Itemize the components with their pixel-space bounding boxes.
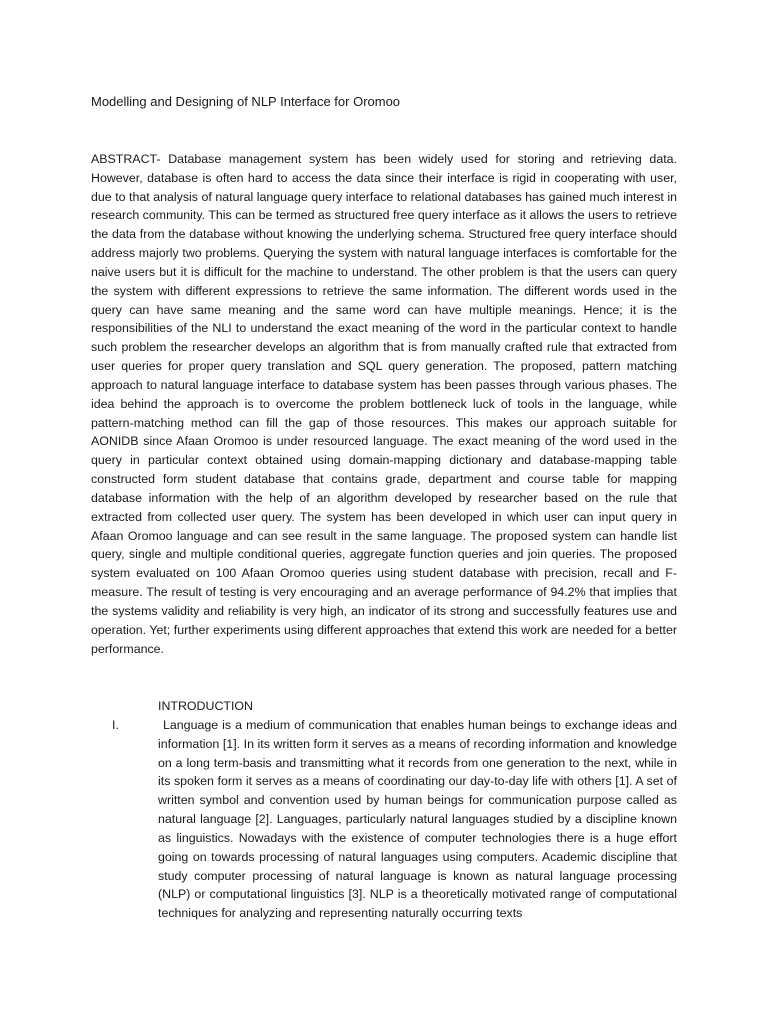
document-title: Modelling and Designing of NLP Interface for Oromoo <box>91 94 401 109</box>
introduction-heading: INTRODUCTION <box>158 699 253 713</box>
abstract-paragraph: ABSTRACT- Database management system has been widely used for storing and retrieving data. However, database is often hard to access the data since their interface is rigid in cooperating with user, due to that analysis of natural language query interface to relational databases has gained much interest in research community. This can be termed as structured free query interface as it allows the users to retrieve the data from the database without knowing the underlying schema. Structured free query interface should address majorly two problems. Querying the system with natural language interfaces is comfortable for the naive users but it is difficult for the machine to understand. The other problem is that the users can query the system with different expressions to retrieve the same information. The different words used in the query can have same meaning and the same word can have multiple meanings. Hence; it is the responsibilities of the NLI to understand the exact meaning of the word in the particular context to handle such problem the researcher develops an algorithm that is from manually crafted rule that extracted from user queries for proper query translation and SQL query generation. The proposed, pattern matching approach to natural language interface to database system has been passes through various phases. The idea behind the approach is to overcome the problem bottleneck luck of tools in the language, while pattern-matching method can fill the gap of those resources. This makes our approach suitable for AONIDB since Afaan Oromoo is under resourced language. The exact meaning of the word used in the query in particular context obtained using domain-mapping dictionary and database-mapping table constructed form student database that contains grade, department and course table for mapping database information with the help of an algorithm developed by researcher based on the rule that extracted from collected user query. The system has been developed in which user can input query in Afaan Oromoo language and can see result in the same language. The proposed system can handle list query, single and multiple conditional queries, aggregate function queries and join queries. The proposed system evaluated on 100 Afaan Oromoo queries using student database with precision, recall and F-measure. The result of testing is very encouraging and an average performance of 94.2% that implies that the systems validity and reliability is very high, an indicator of its strong and successfully features use and operation. Yet; further experiments using different approaches that extend this work are needed for a better performance. <box>91 152 677 656</box>
section-number: I. <box>112 718 119 732</box>
introduction-paragraph: Language is a medium of communication that enables human beings to exchange ideas and information [1]. In its written form it serves as a means of recording information and knowledge on a long term-basis and transmitting what it records from one generation to the next, while in its spoken form it serves as a means of coordinating our day-to-day life with others [1]. A set of written symbol and convention used by human beings for communication purpose called as natural language [2]. Languages, particularly natural languages studied by a discipline known as linguistics. Nowadays with the existence of computer technologies there is a huge effort going on towards processing of natural languages using computers. Academic discipline that study computer processing of natural language is known as natural language processing (NLP) or computational linguistics [3]. NLP is a theoretically motivated range of computational techniques for analyzing and representing naturally occurring texts <box>158 718 677 921</box>
